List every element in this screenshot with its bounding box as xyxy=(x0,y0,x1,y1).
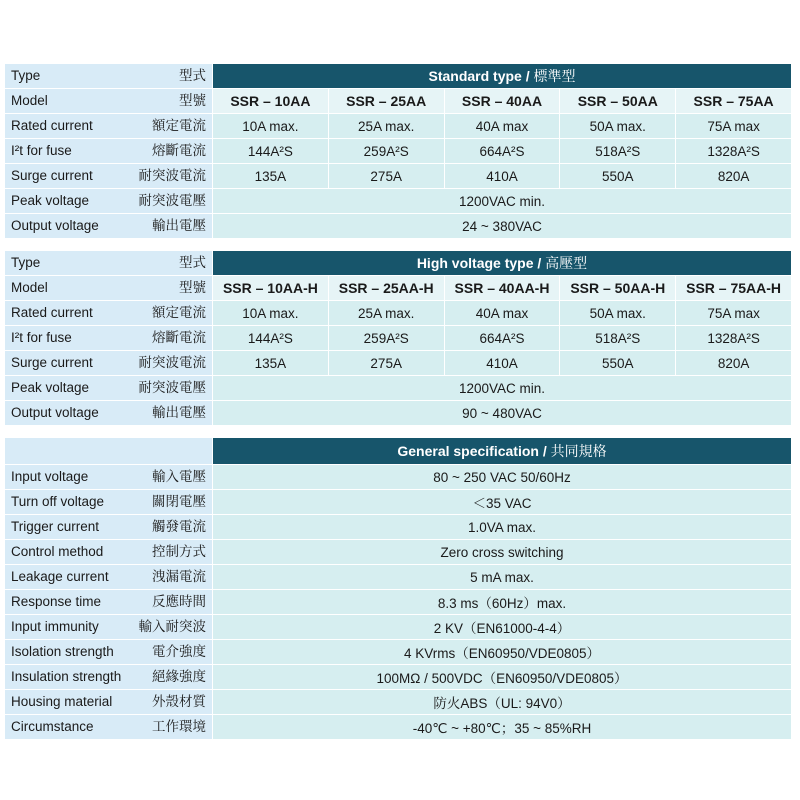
general-specification-table xyxy=(4,437,792,740)
label-en: Insulation strength xyxy=(11,669,122,684)
value-cell: 80 ~ 250 VAC 50/60Hz xyxy=(213,465,792,490)
value-cell: 1200VAC min. xyxy=(213,376,792,401)
row-label xyxy=(5,565,213,590)
table-title xyxy=(213,251,792,276)
value-cell: 410A xyxy=(444,164,560,189)
row-label xyxy=(5,214,213,239)
table-row xyxy=(5,326,792,351)
row-label xyxy=(5,276,213,301)
row-label xyxy=(5,540,213,565)
table-row xyxy=(5,615,792,640)
value-cell: 24 ~ 380VAC xyxy=(213,214,792,239)
table-title xyxy=(213,64,792,89)
value-cell: 820A xyxy=(676,351,792,376)
label-en: I²t for fuse xyxy=(11,143,72,158)
value-cell: 820A xyxy=(676,164,792,189)
table-row xyxy=(5,214,792,239)
label-cn: 反應時間 xyxy=(152,594,206,609)
model-cell: SSR – 40AA-H xyxy=(444,276,560,301)
label-cn: 輸入耐突波 xyxy=(138,619,206,634)
model-cell: SSR – 40AA xyxy=(444,89,560,114)
value-cell: 1328A²S xyxy=(676,139,792,164)
row-label xyxy=(5,376,213,401)
row-label xyxy=(5,351,213,376)
label-cn: 觸發電流 xyxy=(152,519,206,534)
label-en: Input immunity xyxy=(11,619,99,634)
row-label xyxy=(5,665,213,690)
label-en: Output voltage xyxy=(11,405,99,420)
label-en: Surge current xyxy=(11,168,93,183)
value-cell: 40A max xyxy=(444,301,560,326)
value-cell: 50A max. xyxy=(560,301,676,326)
row-label xyxy=(5,490,213,515)
row-label xyxy=(5,326,213,351)
label-en: Peak voltage xyxy=(11,193,90,208)
value-cell: 135A xyxy=(213,351,329,376)
value-cell: 550A xyxy=(560,164,676,189)
label-cn: 額定電流 xyxy=(152,305,206,320)
label-en: I²t for fuse xyxy=(11,330,72,345)
label-cn: 工作環境 xyxy=(152,719,206,734)
value-cell: 40A max xyxy=(444,114,560,139)
label-cn: 耐突波電壓 xyxy=(138,380,206,395)
row-label xyxy=(5,515,213,540)
table-row xyxy=(5,351,792,376)
value-cell: 1328A²S xyxy=(676,326,792,351)
table-header-row xyxy=(5,251,792,276)
model-cell: SSR – 10AA-H xyxy=(213,276,329,301)
value-cell: 144A²S xyxy=(213,326,329,351)
label-en: Leakage current xyxy=(11,569,109,584)
value-cell: Zero cross switching xyxy=(213,540,792,565)
table-row xyxy=(5,490,792,515)
value-cell: 144A²S xyxy=(213,139,329,164)
table-row xyxy=(5,401,792,426)
model-cell: SSR – 50AA xyxy=(560,89,676,114)
value-cell: 10A max. xyxy=(213,114,329,139)
label-cn: 輸入電壓 xyxy=(152,469,206,484)
row-label xyxy=(5,89,213,114)
row-label xyxy=(5,139,213,164)
label-cn: 輸出電壓 xyxy=(152,405,206,420)
value-cell: 5 mA max. xyxy=(213,565,792,590)
high-voltage-type-table xyxy=(4,250,792,426)
model-cell: SSR – 50AA-H xyxy=(560,276,676,301)
value-cell: 410A xyxy=(444,351,560,376)
label-en: Peak voltage xyxy=(11,380,90,395)
label-en: Surge current xyxy=(11,355,93,370)
value-cell: 259A²S xyxy=(328,326,444,351)
label-en: Control method xyxy=(11,544,104,559)
value-cell: 75A max xyxy=(676,301,792,326)
label-en: Circumstance xyxy=(11,719,94,734)
value-cell: 275A xyxy=(328,164,444,189)
table-row xyxy=(5,376,792,401)
label-cn: 型式 xyxy=(179,255,206,270)
table-title xyxy=(213,438,792,465)
value-cell: 4 KVrms（EN60950/VDE0805） xyxy=(213,640,792,665)
header-blank-cell xyxy=(5,438,213,465)
label-en: Type xyxy=(11,255,41,270)
title-en: Standard type / xyxy=(428,68,534,84)
title-cn: 高壓型 xyxy=(545,255,588,271)
title-en: General specification / xyxy=(397,443,551,459)
label-en: Isolation strength xyxy=(11,644,114,659)
label-cn: 耐突波電流 xyxy=(138,168,206,183)
label-cn: 外殼材質 xyxy=(152,694,206,709)
label-en: Response time xyxy=(11,594,102,609)
value-cell: 8.3 ms（60Hz）max. xyxy=(213,590,792,615)
type-label-cell xyxy=(5,251,213,276)
value-cell: 259A²S xyxy=(328,139,444,164)
table-header-row xyxy=(5,64,792,89)
label-cn: 絕緣強度 xyxy=(152,669,206,684)
type-label-cell xyxy=(5,64,213,89)
value-cell: 135A xyxy=(213,164,329,189)
value-cell: 90 ~ 480VAC xyxy=(213,401,792,426)
model-cell: SSR – 75AA-H xyxy=(676,276,792,301)
model-cell: SSR – 25AA-H xyxy=(328,276,444,301)
label-en: Rated current xyxy=(11,118,93,133)
label-cn: 關閉電壓 xyxy=(152,494,206,509)
label-cn: 電介強度 xyxy=(152,644,206,659)
row-label xyxy=(5,189,213,214)
row-label xyxy=(5,715,213,740)
label-en: Output voltage xyxy=(11,218,99,233)
value-cell: 防火ABS（UL: 94V0） xyxy=(213,690,792,715)
label-cn: 洩漏電流 xyxy=(152,569,206,584)
model-cell: SSR – 75AA xyxy=(676,89,792,114)
table-row xyxy=(5,164,792,189)
label-cn: 型號 xyxy=(179,280,206,295)
value-cell: 550A xyxy=(560,351,676,376)
row-label xyxy=(5,690,213,715)
model-cell: SSR – 10AA xyxy=(213,89,329,114)
value-cell: 25A max. xyxy=(328,301,444,326)
label-cn: 熔斷電流 xyxy=(152,143,206,158)
row-label xyxy=(5,401,213,426)
label-cn: 型式 xyxy=(179,68,206,83)
row-label xyxy=(5,465,213,490)
table-row xyxy=(5,590,792,615)
label-cn: 輸出電壓 xyxy=(152,218,206,233)
label-en: Rated current xyxy=(11,305,93,320)
table-row xyxy=(5,301,792,326)
table-row xyxy=(5,465,792,490)
label-cn: 熔斷電流 xyxy=(152,330,206,345)
label-cn: 耐突波電壓 xyxy=(138,193,206,208)
value-cell: 100MΩ / 500VDC（EN60950/VDE0805） xyxy=(213,665,792,690)
table-row xyxy=(5,715,792,740)
row-label xyxy=(5,615,213,640)
row-label xyxy=(5,640,213,665)
label-cn: 額定電流 xyxy=(152,118,206,133)
standard-type-table xyxy=(4,63,792,239)
value-cell: 25A max. xyxy=(328,114,444,139)
table-row xyxy=(5,515,792,540)
table-row xyxy=(5,276,792,301)
title-cn: 共同規格 xyxy=(550,443,607,459)
table-header-row xyxy=(5,438,792,465)
value-cell: 275A xyxy=(328,351,444,376)
value-cell: 664A²S xyxy=(444,326,560,351)
value-cell: ＜35 VAC xyxy=(213,490,792,515)
table-row xyxy=(5,189,792,214)
title-en: High voltage type / xyxy=(416,255,546,271)
value-cell: 10A max. xyxy=(213,301,329,326)
title-cn: 標準型 xyxy=(533,68,576,84)
label-en: Turn off voltage xyxy=(11,494,105,509)
label-cn: 型號 xyxy=(179,93,206,108)
model-cell: SSR – 25AA xyxy=(328,89,444,114)
table-row xyxy=(5,640,792,665)
row-label xyxy=(5,164,213,189)
table-row xyxy=(5,665,792,690)
table-row xyxy=(5,89,792,114)
value-cell: 2 KV（EN61000-4-4） xyxy=(213,615,792,640)
label-cn: 控制方式 xyxy=(152,544,206,559)
value-cell: 1200VAC min. xyxy=(213,189,792,214)
table-row xyxy=(5,690,792,715)
table-row xyxy=(5,565,792,590)
row-label xyxy=(5,590,213,615)
value-cell: 50A max. xyxy=(560,114,676,139)
row-label xyxy=(5,301,213,326)
label-en: Trigger current xyxy=(11,519,100,534)
value-cell: 664A²S xyxy=(444,139,560,164)
label-cn: 耐突波電流 xyxy=(138,355,206,370)
label-en: Model xyxy=(11,280,48,295)
table-row xyxy=(5,540,792,565)
row-label xyxy=(5,114,213,139)
table-row xyxy=(5,139,792,164)
value-cell: 75A max xyxy=(676,114,792,139)
value-cell: 518A²S xyxy=(560,326,676,351)
label-en: Housing material xyxy=(11,694,113,709)
label-en: Model xyxy=(11,93,48,108)
value-cell: 518A²S xyxy=(560,139,676,164)
label-en: Input voltage xyxy=(11,469,89,484)
label-en: Type xyxy=(11,68,41,83)
value-cell: 1.0VA max. xyxy=(213,515,792,540)
value-cell: -40℃ ~ +80℃；35 ~ 85%RH xyxy=(213,715,792,740)
table-row xyxy=(5,114,792,139)
